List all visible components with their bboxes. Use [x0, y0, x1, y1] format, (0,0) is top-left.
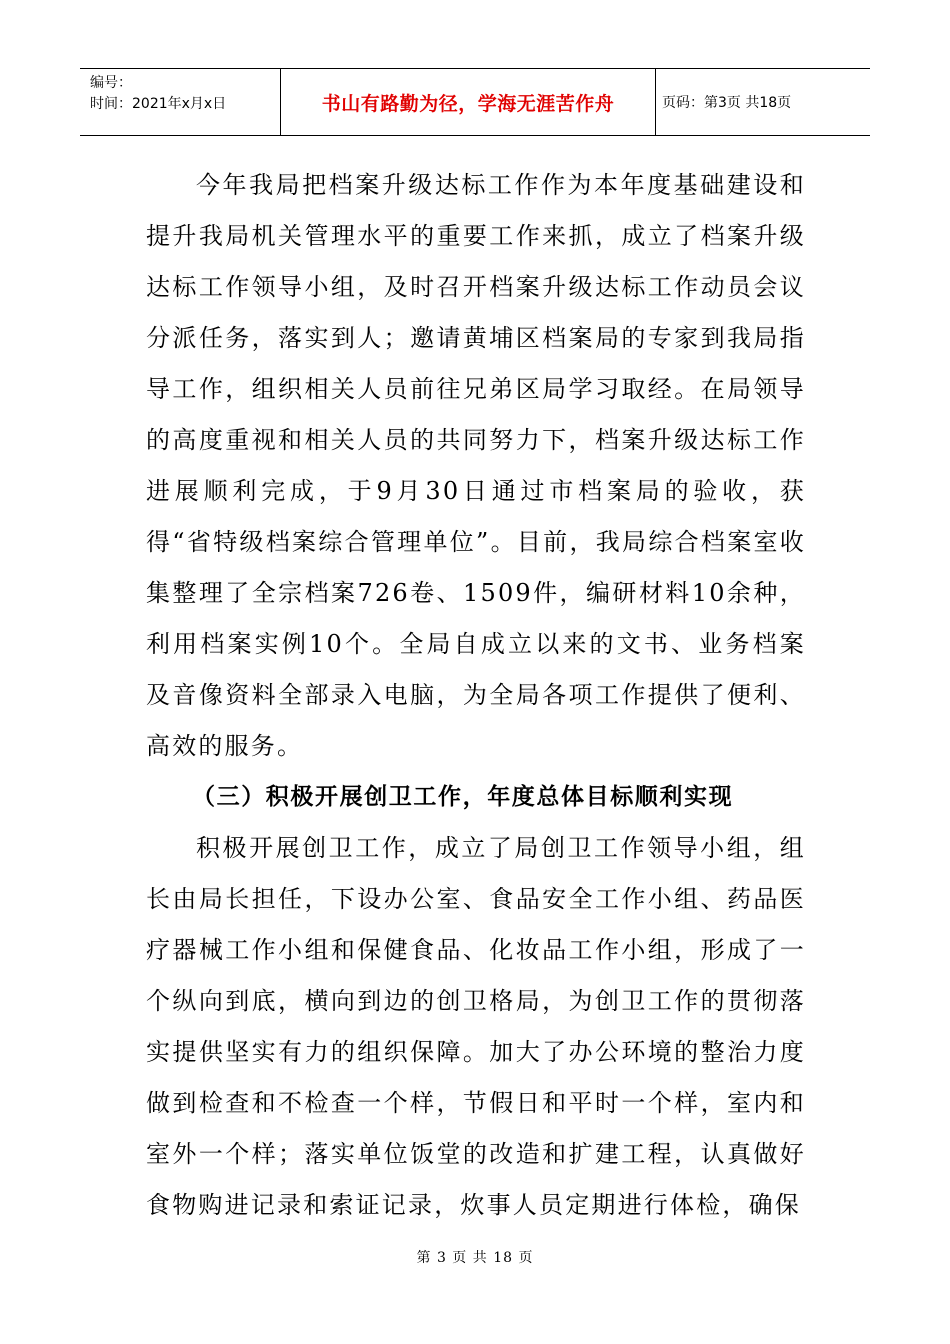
header-page-info: 页码：第3页 共18页	[662, 95, 792, 111]
time-label: 时间：2021年x月x日	[90, 96, 227, 112]
paragraph-sanitation: 积极开展创卫工作，成立了局创卫工作领导小组，组长由局长担任，下设办公室、食品安全工作小组、药品医疗器械工作小组和保健食品、化妆品工作小组，形成了一个纵向到底，横向到边的创卫格局，为创卫工作的贯彻落实提供坚实有力的组织保障。加大了办公环境的整治力度做到检查和不检查一个样，节假日和平时一个样，室内和室外一个样；落实单位饭堂的改造和扩建工程，认真做好食物购进记录和索证记录，炊事人员定期进行体检，确保	[146, 834, 806, 1219]
document-body	[146, 160, 806, 1231]
header-meta	[80, 69, 280, 135]
section-heading-3: （三）积极开展创卫工作，年度总体目标顺利实现	[192, 784, 734, 810]
page-header	[80, 68, 870, 136]
page-footer: 第 3 页 共 18 页	[416, 1250, 534, 1266]
header-motto: 书山有路勤为径，学海无涯苦作舟	[280, 69, 656, 135]
serial-label: 编号：	[90, 75, 132, 91]
paragraph-archives: 今年我局把档案升级达标工作作为本年度基础建设和提升我局机关管理水平的重要工作来抓，成立了档案升级达标工作领导小组，及时召开档案升级达标工作动员会议分派任务，落实到人；邀请黄埔区档案局的专家到我局指导工作，组织相关人员前往兄弟区局学习取经。在局领导的高度重视和相关人员的共同努力下，档案升级达标工作进展顺利完成，于9月30日通过市档案局的验收，获得“省特级档案综合管理单位”。目前，我局综合档案室收集整理了全宗档案726卷、1509件，编研材料10余种，利用档案实例10个。全局自成立以来的文书、业务档案及音像资料全部录入电脑，为全局各项工作提供了便利、高效的服务。	[146, 171, 806, 760]
